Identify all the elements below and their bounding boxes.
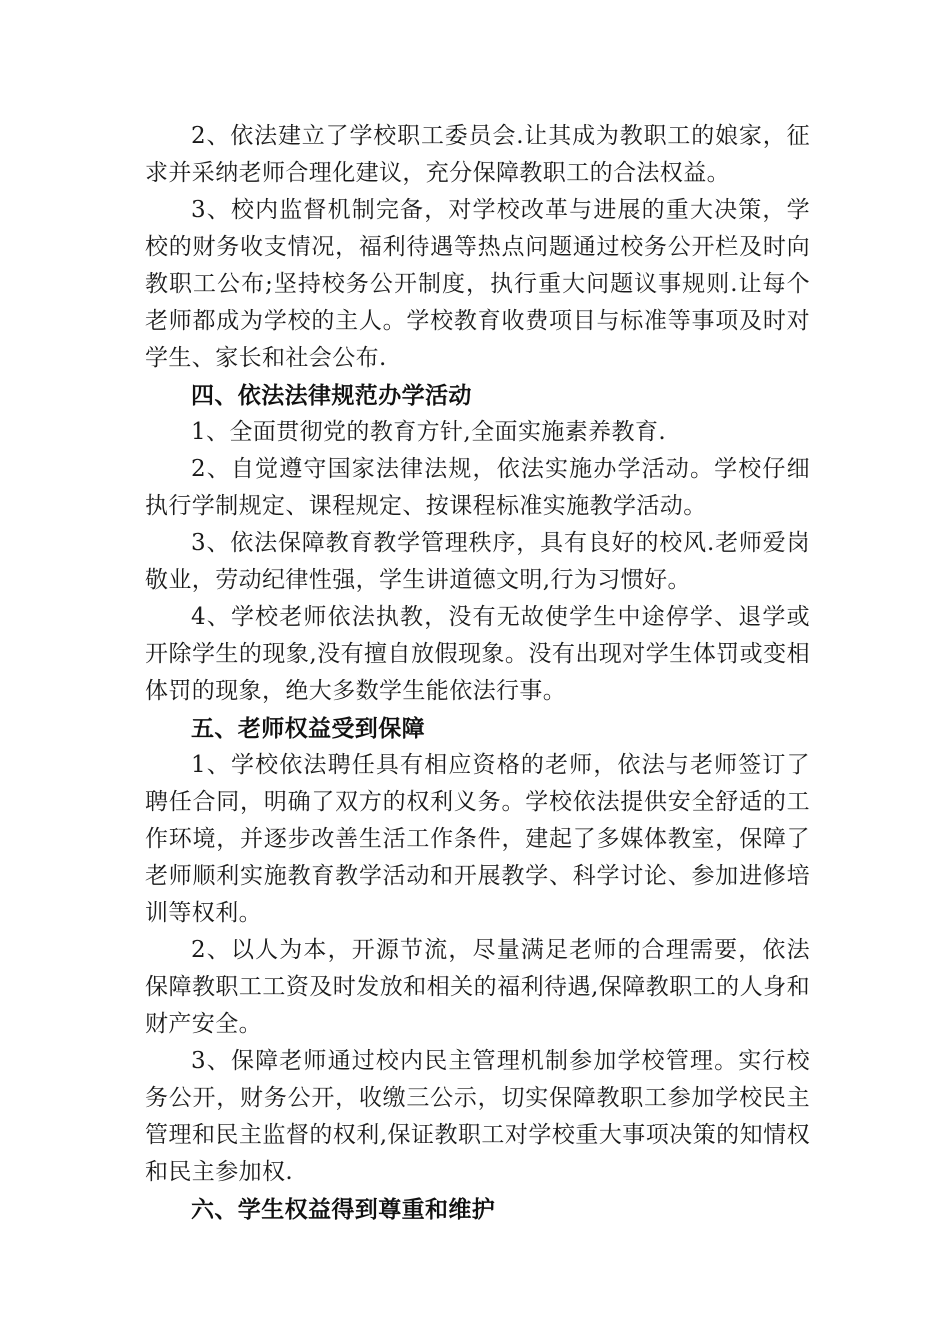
paragraph-teacher-welfare: 2、以人为本，开源节流，尽量满足老师的合理需要，依法保障教职工工资及时发放和相关的福利待遇,保障教职工的人身和财产安全。 [145,937,810,1037]
paragraph-democratic-management: 3、保障老师通过校内民主管理机制参加学校管理。实行校务公开，财务公开，收缴三公示，切实保障教职工参加学校民主管理和民主监督的权利,保证教职工对学校重大事项决策的知情权和民主参加权. [145,1048,810,1185]
paragraph-management-order: 3、依法保障教育教学管理秩序，具有良好的校风.老师爱岗敬业，劳动纪律性强，学生讲道德文明,行为习惯好。 [145,530,810,593]
section-heading-6: 六、学生权益得到尊重和维护 [191,1196,496,1223]
paragraph-lawful-teaching: 4、学校老师依法执教，没有无故使学生中途停学、退学或开除学生的现象,没有擅自放假现象。没有出现对学生体罚或变相体罚的现象，绝大多数学生能依法行事。 [145,604,810,704]
paragraph-supervision: 3、校内监督机制完备，对学校改革与进展的重大决策，学校的财务收支情况，福利待遇等热点问题通过校务公开栏及时向教职工公布;坚持校务公开制度，执行重大问题议事规则.让每个老师都成为学校的主人。学校教育收费项目与标准等事项及时对学生、家长和社会公布. [145,197,810,371]
paragraph-law-compliance: 2、自觉遵守国家法律法规，依法实施办学活动。学校仔细执行学制规定、课程规定、按课程标准实施教学活动。 [145,456,810,519]
paragraph-teacher-hiring: 1、学校依法聘任具有相应资格的老师，依法与老师签订了聘任合同，明确了双方的权利义务。学校依法提供安全舒适的工作环境，并逐步改善生活工作条件，建起了多媒体教室，保障了老师顺利实施教育教学活动和开展教学、科学讨论、参加进修培训等权利。 [145,752,810,926]
section-heading-5: 五、老师权益受到保障 [191,715,425,742]
paragraph-education-policy: 1、全面贯彻党的教育方针,全面实施素养教育. [191,419,667,445]
section-heading-4: 四、依法法律规范办学活动 [191,382,472,409]
paragraph-staff-committee: 2、依法建立了学校职工委员会.让其成为教职工的娘家，征求并采纳老师合理化建议，充分保障教职工的合法权益。 [145,123,810,186]
document-body [145,118,810,1228]
